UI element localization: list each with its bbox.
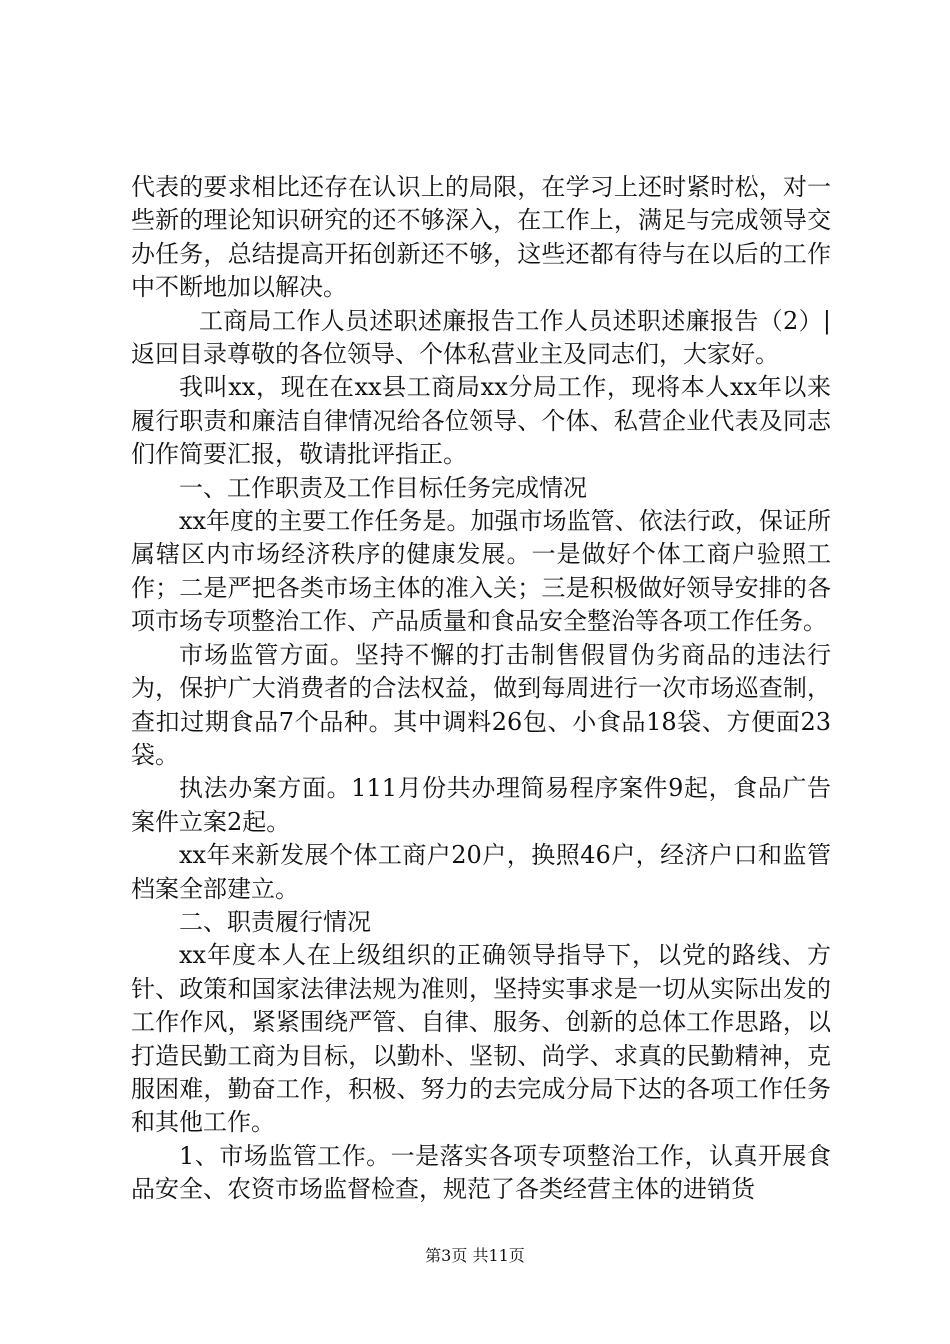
paragraph-report-title: 工商局工作人员述职述廉报告工作人员述职述廉报告（2）|返回目录尊敬的各位领导、个体私营业主及同志们，大家好。 [131, 306, 831, 369]
section-heading-2: 二、职责履行情况 [179, 907, 371, 936]
paragraph-main-tasks: xx年度的主要工作任务是。加强市场监管、依法行政，保证所属辖区内市场经济秩序的健康发展。一是做好个体工商户验照工作；二是严把各类市场主体的准入关；三是积极做好领导安排的各项市场专项整治工作、产品质量和食品安全整治等各项工作任务。 [131, 507, 831, 636]
section-heading-1: 一、工作职责及工作目标任务完成情况 [179, 473, 587, 502]
paragraph-market-supervision: 市场监管方面。坚持不懈的打击制售假冒伪劣商品的违法行为，保护广大消费者的合法权益，做到每周进行一次市场巡查制，查扣过期食品7个品种。其中调料26包、小食品18袋、方便面23袋。 [131, 640, 831, 769]
paragraph-new-businesses: xx年来新发展个体工商户20户，换照46户，经济户口和监管档案全部建立。 [131, 841, 831, 903]
paragraph-law-enforcement: 执法办案方面。111月份共办理简易程序案件9起，食品广告案件立案2起。 [131, 774, 831, 836]
document-body [131, 171, 831, 1207]
page-footer: 第3页 共11页 [425, 1246, 525, 1265]
paragraph-item-1: 1、市场监管工作。一是落实各项专项整治工作，认真开展食品安全、农资市场监督检查，规范了各类经营主体的进销货 [131, 1141, 831, 1204]
paragraph-intro: 我叫xx，现在在xx县工商局xx分局工作，现将本人xx年以来履行职责和廉洁自律情况给各位领导、个体、私营企业代表及同志们作简要汇报，敬请批评指正。 [131, 373, 831, 469]
paragraph-duty-performance: xx年度本人在上级组织的正确领导指导下，以党的路线、方针、政策和国家法律法规为准则，坚持实事求是一切从实际出发的工作作风，紧紧围绕严管、自律、服务、创新的总体工作思路，以打造民勤工商为目标，以勤朴、坚韧、尚学、求真的民勤精神，克服困难，勤奋工作，积极、努力的去完成分局下达的各项工作任务和其他工作。 [131, 941, 831, 1137]
paragraph-continued: 代表的要求相比还存在认识上的局限，在学习上还时紧时松，对一些新的理论知识研究的还不够深入，在工作上，满足与完成领导交办任务，总结提高开拓创新还不够，这些还都有待与在以后的工作中不断地加以解决。 [131, 173, 831, 302]
